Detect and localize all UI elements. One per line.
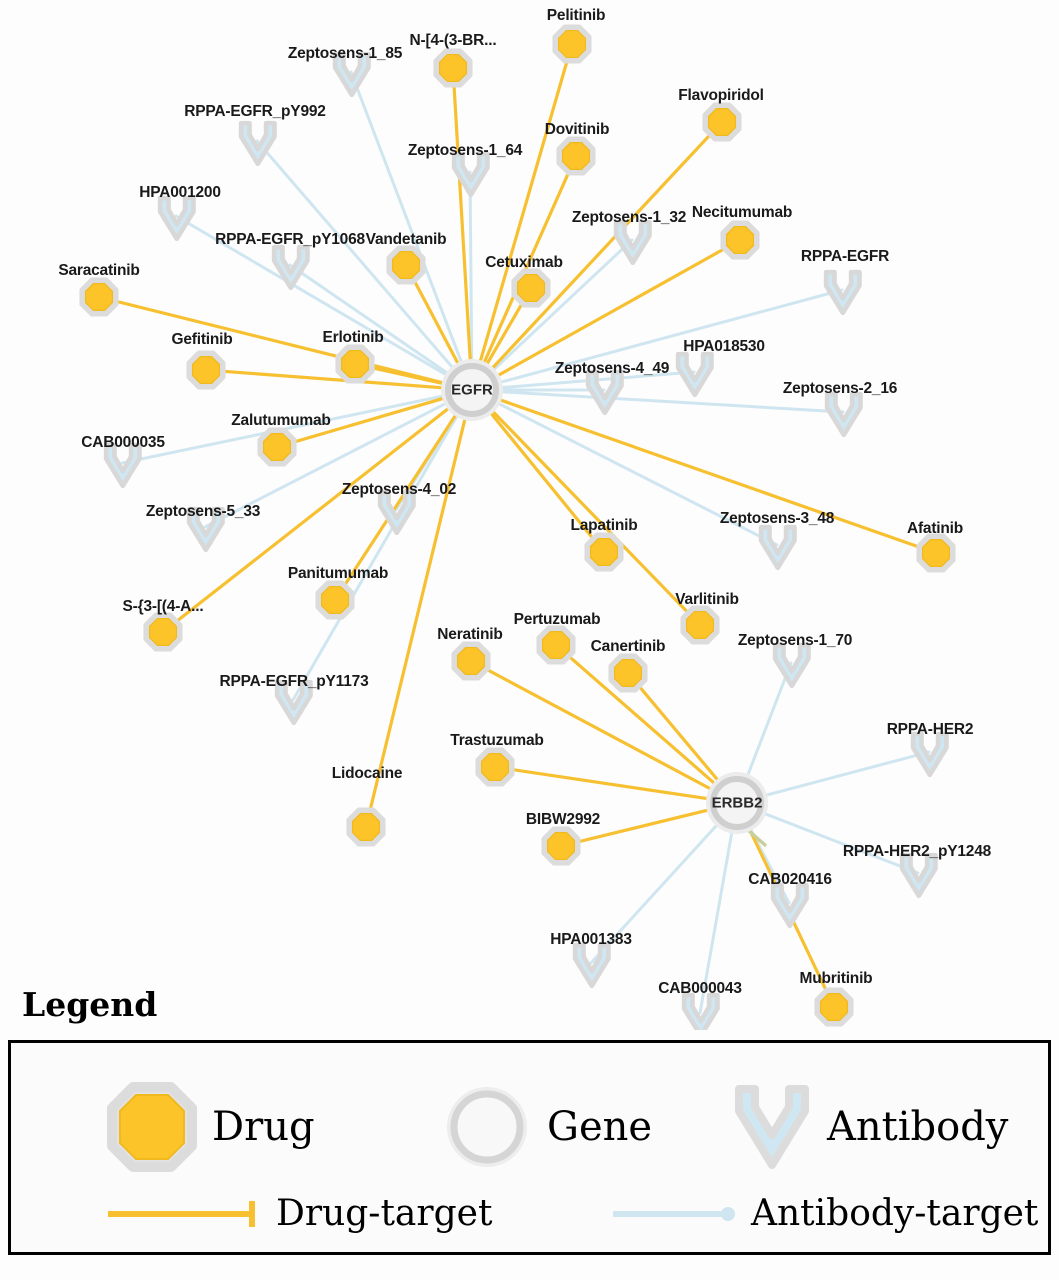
- drug-node[interactable]: [586, 534, 621, 569]
- node-label: Lapatinib: [570, 517, 638, 534]
- antibody-edge-icon: [611, 1197, 741, 1231]
- node-label: Erlotinib: [322, 329, 384, 346]
- node-label: Cetuximab: [485, 254, 563, 271]
- node-label: RPPA-EGFR_pY1173: [219, 673, 369, 690]
- node-label: HPA001383: [550, 931, 632, 948]
- node-label: Varlitinib: [675, 591, 739, 608]
- node-label: Zalutumumab: [231, 412, 331, 429]
- drug-node[interactable]: [538, 627, 573, 662]
- drug-node[interactable]: [558, 138, 593, 173]
- legend-box: [8, 1040, 1051, 1255]
- node-label: CAB000035: [81, 434, 165, 451]
- drug-node[interactable]: [81, 279, 116, 314]
- node-label: Zeptosens-2_16: [782, 380, 898, 397]
- node-label: Zeptosens-1_85: [287, 45, 403, 62]
- drug-node[interactable]: [610, 655, 645, 690]
- drug-node[interactable]: [145, 614, 180, 649]
- edge-antibody-target: [293, 407, 464, 700]
- legend-item-antibody: [731, 1081, 1008, 1173]
- node-label: Flavopiridol: [678, 87, 764, 104]
- drug-node[interactable]: [477, 749, 512, 784]
- legend-label-drug: Drug: [212, 1104, 315, 1150]
- antibody-node[interactable]: [761, 527, 794, 568]
- node-label: Gefitinib: [171, 331, 233, 348]
- node-label: Saracatinib: [58, 262, 140, 279]
- legend-label-gene: Gene: [547, 1104, 653, 1150]
- node-label: CAB000043: [658, 980, 742, 997]
- node-label: S-{3-[(4-A...: [122, 598, 204, 615]
- drug-node[interactable]: [388, 247, 423, 282]
- node-label: N-[4-(3-BR...: [409, 32, 497, 49]
- drug-node[interactable]: [918, 535, 953, 570]
- node-label: Canertinib: [590, 638, 666, 655]
- legend: [0, 985, 1059, 1280]
- drug-node[interactable]: [682, 607, 717, 642]
- drug-node[interactable]: [704, 104, 739, 139]
- chevron-down-icon: [731, 1081, 813, 1173]
- node-label: Trastuzumab: [450, 732, 544, 749]
- node-label: Zeptosens-1_64: [407, 142, 523, 159]
- node-label: Pertuzumab: [513, 611, 601, 628]
- node-label: Neratinib: [437, 626, 503, 643]
- legend-item-drug: [106, 1081, 315, 1173]
- node-label: Zeptosens-1_70: [737, 632, 853, 649]
- edge-antibody-target: [351, 72, 467, 371]
- node-label: Mubritinib: [799, 970, 873, 987]
- node-label: Panitumumab: [287, 565, 389, 582]
- legend-title: Legend: [22, 985, 158, 1024]
- node-label: CAB020416: [748, 871, 832, 888]
- antibody-node[interactable]: [575, 945, 608, 986]
- node-label: Zeptosens-5_33: [145, 503, 261, 520]
- drug-node[interactable]: [259, 429, 294, 464]
- drug-node[interactable]: [453, 643, 488, 678]
- antibody-node[interactable]: [678, 354, 711, 395]
- node-label: Necitumumab: [691, 204, 793, 221]
- edge-drug-target: [495, 393, 936, 553]
- node-label: Pelitinib: [546, 7, 606, 24]
- edge-drug-target: [486, 405, 700, 625]
- node-label: RPPA-HER2_pY1248: [842, 843, 992, 860]
- legend-item-drug-target: [106, 1193, 492, 1234]
- edge-antibody-target: [742, 663, 791, 784]
- legend-label-antibody-target: Antibody-target: [751, 1193, 1039, 1234]
- node-label: ERBB2: [711, 794, 763, 812]
- drug-node[interactable]: [348, 809, 383, 844]
- drug-node[interactable]: [513, 270, 548, 305]
- antibody-node[interactable]: [913, 734, 946, 775]
- drug-node[interactable]: [722, 222, 757, 257]
- antibody-node[interactable]: [902, 855, 935, 896]
- node-label: RPPA-EGFR_pY1068: [215, 231, 365, 248]
- circle-icon: [441, 1081, 533, 1173]
- node-label: Zeptosens-4_49: [554, 360, 670, 377]
- legend-item-gene: [441, 1081, 652, 1173]
- drug-edge-icon: [106, 1197, 266, 1231]
- antibody-node[interactable]: [826, 272, 859, 313]
- legend-item-antibody-target: [611, 1193, 1038, 1234]
- node-label: RPPA-HER2: [886, 721, 974, 738]
- antibody-node[interactable]: [160, 198, 193, 239]
- node-label: Zeptosens-3_48: [719, 510, 835, 527]
- drug-node[interactable]: [435, 50, 470, 85]
- drug-node[interactable]: [554, 26, 589, 61]
- antibody-node[interactable]: [775, 645, 808, 686]
- node-label: Lidocaine: [331, 765, 403, 782]
- legend-label-drug-target: Drug-target: [276, 1193, 493, 1234]
- drug-node[interactable]: [337, 346, 372, 381]
- antibody-node[interactable]: [773, 885, 806, 926]
- node-label: EGFR: [451, 381, 493, 399]
- drug-node[interactable]: [317, 582, 352, 617]
- edge-antibody-target: [757, 752, 929, 800]
- node-label: BIBW2992: [525, 811, 601, 828]
- node-label: Vandetanib: [365, 231, 447, 248]
- node-label: Zeptosens-1_32: [571, 209, 687, 226]
- node-label: HPA001200: [139, 184, 221, 201]
- node-label: Afatinib: [906, 520, 964, 537]
- antibody-node[interactable]: [827, 394, 860, 435]
- node-label: Zeptosens-4_02: [341, 481, 457, 498]
- node-label: RPPA-EGFR_pY992: [184, 103, 326, 120]
- edge-drug-target: [474, 44, 572, 367]
- antibody-node[interactable]: [274, 247, 307, 288]
- drug-node[interactable]: [543, 828, 578, 863]
- edge-antibody-target: [756, 808, 918, 873]
- node-label: RPPA-EGFR: [800, 248, 890, 265]
- edges-layer: [99, 44, 936, 1013]
- drug-node[interactable]: [188, 352, 223, 387]
- node-label: Dovitinib: [544, 121, 610, 138]
- node-label: HPA018530: [683, 338, 765, 355]
- legend-label-antibody: Antibody: [827, 1104, 1009, 1150]
- octagon-icon: [106, 1081, 198, 1173]
- antibody-node[interactable]: [616, 222, 649, 263]
